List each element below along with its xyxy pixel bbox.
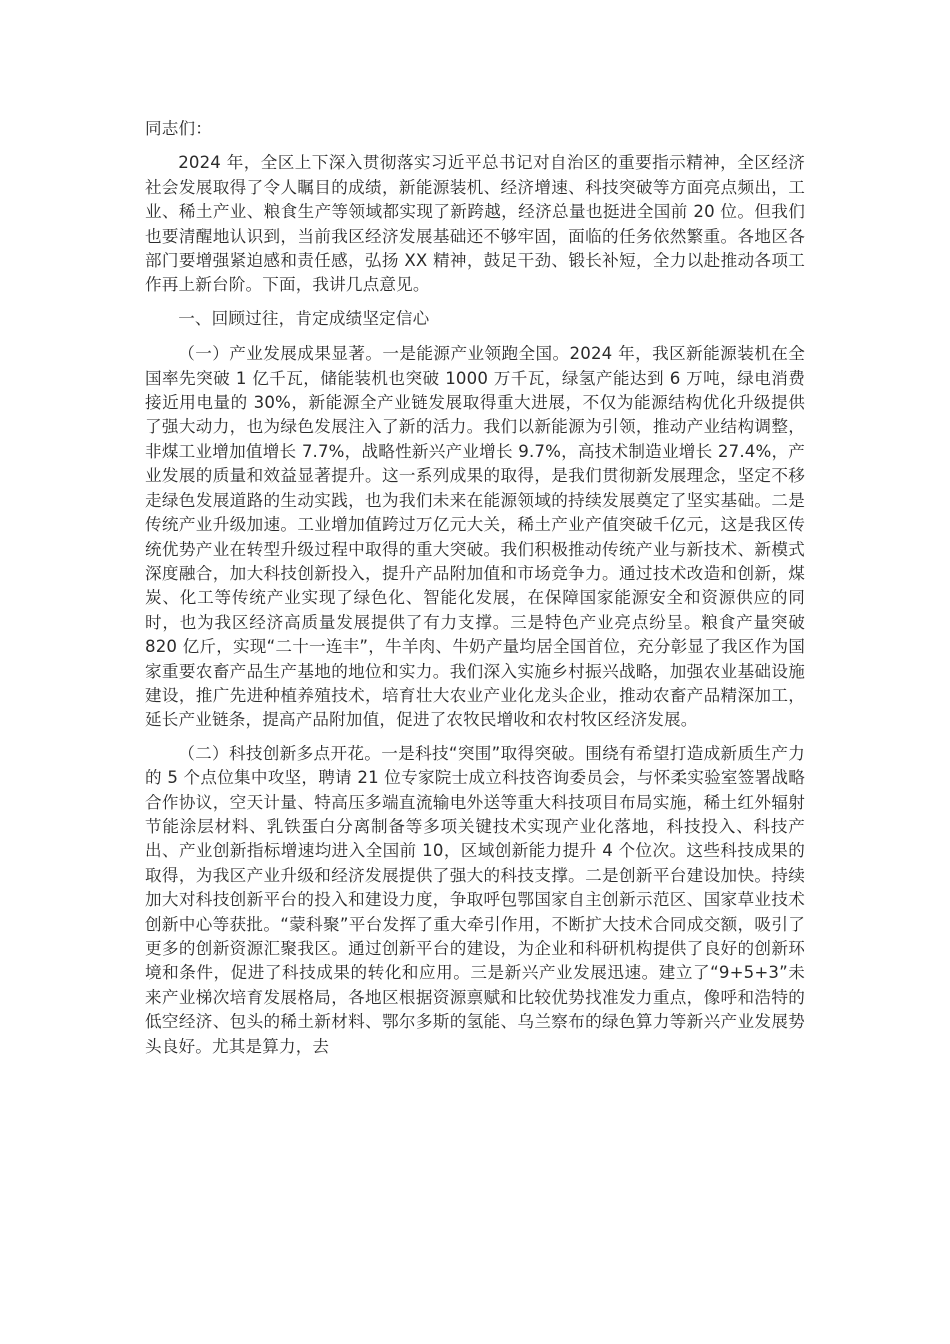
subsection-industry-paragraph: （一）产业发展成果显著。一是能源产业领跑全国。2024 年，我区新能源装机在全国率先突破 1 亿千瓦，储能装机也突破 1000 万千瓦，绿氢产能达到 6 万吨，绿电消费接近用电量的 30%，新能源全产业链发展取得重大进展，不仅为能源结构优化升级提供了强大动力，也为绿色发展注入了新的活力。我们以新能源为引领，推动产业结构调整，非煤工业增加值增长 7.7%，战略性新兴产业增长 9.7%，高技术制造业增长 27.4%，产业发展的质量和效益显著提升。这一系列成果的取得，是我们贯彻新发展理念，坚定不移走绿色发展道路的生动实践，也为我们未来在能源领域的持续发展奠定了坚实基础。二是传统产业升级加速。工业增加值跨过万亿元大关，稀土产业产值突破千亿元，这是我区传统优势产业在转型升级过程中取得的重大突破。我们积极推动传统产业与新技术、新模式深度融合，加大科技创新投入，提升产品附加值和市场竞争力。通过技术改造和创新，煤炭、化工等传统产业实现了绿色化、智能化发展，在保障国家能源安全和资源供应的同时，也为我区经济高质量发展提供了有力支撑。三是特色产业亮点纷呈。粮食产量突破 820 亿斤，实现“二十一连丰”，牛羊肉、牛奶产量均居全国首位，充分彰显了我区作为国家重要农畜产品生产基地的地位和实力。我们深入实施乡村振兴战略，加强农业基础设施建设，推广先进种植养殖技术，培育壮大农业产业化龙头企业，推动农畜产品精深加工，延长产业链条，提高产品附加值，促进了农牧民增收和农村牧区经济发展。 (145, 344, 805, 730)
section-heading: 一、回顾过往，肯定成绩坚定信心 (178, 308, 430, 328)
intro-paragraph: 2024 年，全区上下深入贯彻落实习近平总书记对自治区的重要指示精神，全区经济社会发展取得了令人瞩目的成绩，新能源装机、经济增速、科技突破等方面亮点频出，工业、稀土产业、粮食生产等领域都实现了新跨越，经济总量也挺进全国前 20 位。但我们也要清醒地认识到，当前我区经济发展基础还不够牢固，面临的任务依然繁重。各地区各部门要增强紧迫感和责任感，弘扬 XX 精神，鼓足干劲、锻长补短，全力以赴推动各项工作再上新台阶。下面，我讲几点意见。 (145, 153, 805, 295)
subsection-technology-paragraph: （二）科技创新多点开花。一是科技“突围”取得突破。围绕有希望打造成新质生产力的 5 个点位集中攻坚，聘请 21 位专家院士成立科技咨询委员会，与怀柔实验室签署战略合作协议，空天计量、特高压多端直流输电外送等重大科技项目布局实施，稀土红外辐射节能涂层材料、乳铁蛋白分离制备等多项关键技术实现产业化落地，科技投入、科技产出、产业创新指标增速均进入全国前 10，区域创新能力提升 4 个位次。这些科技成果的取得，为我区产业升级和经济发展提供了强大的科技支撑。二是创新平台建设加快。持续加大对科技创新平台的投入和建设力度，争取呼包鄂国家自主创新示范区、国家草业技术创新中心等获批。“蒙科聚”平台发挥了重大牵引作用，不断扩大技术合同成交额，吸引了更多的创新资源汇聚我区。通过创新平台的建设，为企业和科研机构提供了良好的创新环境和条件，促进了科技成果的转化和应用。三是新兴产业发展迅速。建立了“9+5+3”未来产业梯次培育发展格局，各地区根据资源禀赋和比较优势找准发力重点，像呼和浩特的低空经济、包头的稀土新材料、鄂尔多斯的氢能、乌兰察布的绿色算力等新兴产业发展势头良好。尤其是算力，去 (145, 743, 805, 1056)
document-body (145, 117, 805, 1059)
greeting: 同志们： (145, 119, 212, 138)
